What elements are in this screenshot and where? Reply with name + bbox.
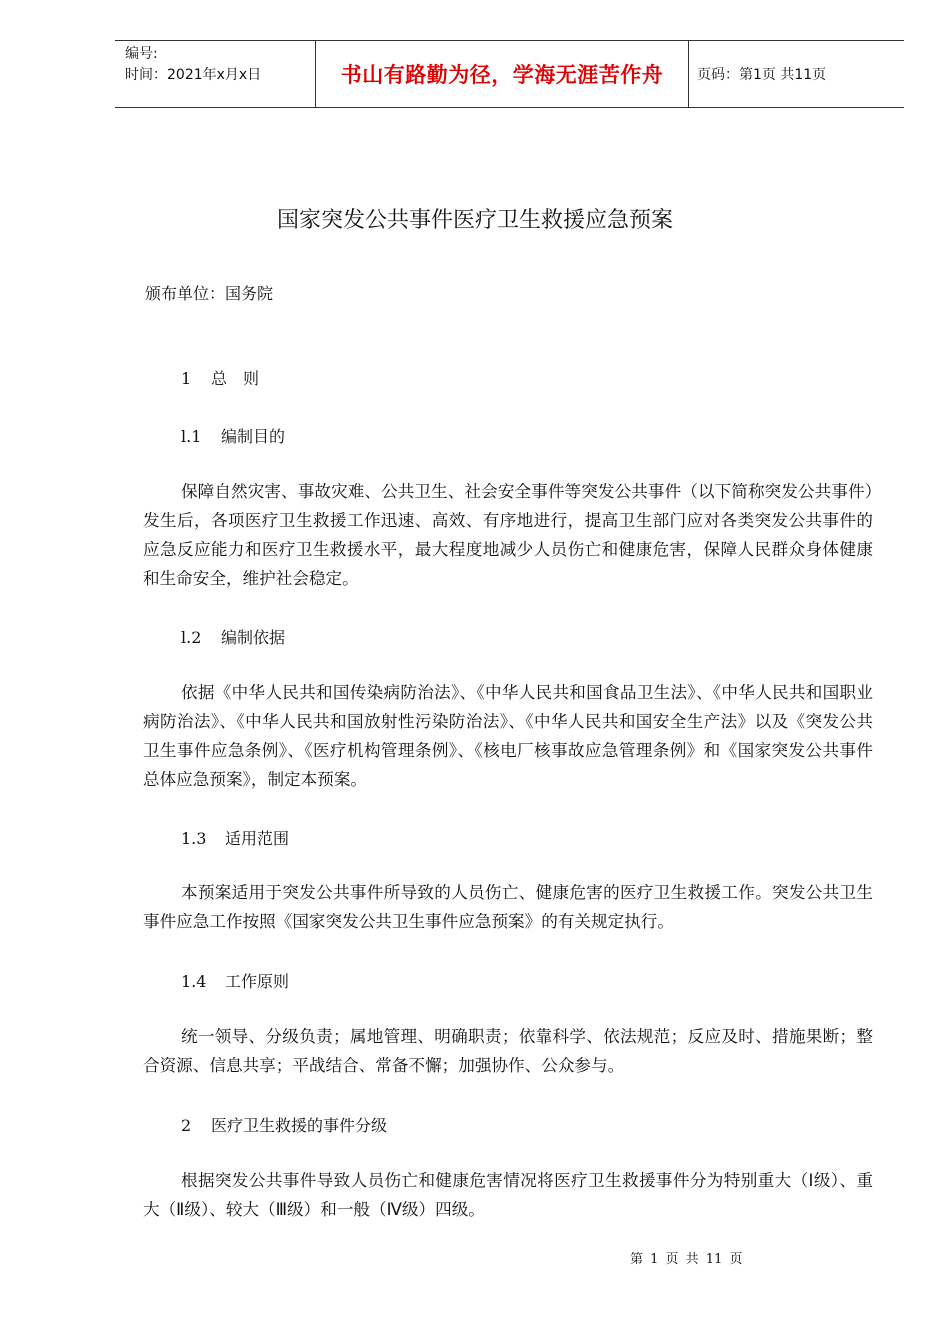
section-number: 1.4 [181, 972, 207, 991]
section-heading [181, 969, 289, 992]
header-time-label: 时间：2021年x月x日 [125, 67, 262, 83]
section-heading [181, 826, 289, 849]
section-title: 编制依据 [221, 628, 286, 647]
section-heading [181, 366, 259, 389]
paragraph: 依据《中华人民共和国传染病防治法》、《中华人民共和国食品卫生法》、《中华人民共和国职业病防治法》、《中华人民共和国放射性污染防治法》、《中华人民共和国安全生产法》以及《突发公共卫生事件应急条例》、《医疗机构管理条例》、《核电厂核事故应急管理条例》和《国家突发公共事件总体应急预案》，制定本预案。 [143, 683, 873, 789]
section-title: 工作原则 [225, 972, 290, 991]
section-title: 总 则 [211, 369, 260, 388]
page-footer: 第 1 页 共 11 页 [630, 1252, 743, 1267]
section-heading [181, 424, 285, 447]
section-heading [181, 1113, 387, 1136]
header-page-info: 页码：第1页 共11页 [697, 67, 827, 83]
header-motto: 书山有路勤为径，学海无涯苦作舟 [315, 41, 689, 107]
section-number: l.2 [181, 628, 202, 647]
header-number-label: 编号: [125, 46, 158, 62]
paragraph: 保障自然灾害、事故灾难、公共卫生、社会安全事件等突发公共事件（以下简称突发公共事件）发生后，各项医疗卫生救援工作迅速、高效、有序地进行，提高卫生部门应对各类突发公共事件的应急反应能力和医疗卫生救援水平，最大程度地减少人员伤亡和健康危害，保障人民群众身体健康和生命安全，维护社会稳定。 [143, 482, 873, 588]
section-number: 2 [181, 1116, 192, 1135]
section-heading [181, 625, 285, 648]
document-title: 国家突发公共事件医疗卫生救援应急预案 [276, 208, 673, 233]
page-header [115, 40, 904, 108]
section-title: 编制目的 [221, 427, 286, 446]
header-meta [115, 41, 315, 107]
section-title: 适用范围 [225, 829, 290, 848]
section-number: 1 [181, 369, 192, 388]
paragraph: 根据突发公共事件导致人员伤亡和健康危害情况将医疗卫生救援事件分为特别重大（Ⅰ级）、重大（Ⅱ级）、较大（Ⅲ级）和一般（Ⅳ级）四级。 [143, 1171, 873, 1219]
section-number: l.1 [181, 427, 202, 446]
document-issuer: 颁布单位：国务院 [145, 284, 274, 303]
paragraph: 本预案适用于突发公共事件所导致的人员伤亡、健康危害的医疗卫生救援工作。突发公共卫生事件应急工作按照《国家突发公共卫生事件应急预案》的有关规定执行。 [143, 883, 873, 931]
section-number: 1.3 [181, 829, 207, 848]
section-title: 医疗卫生救援的事件分级 [211, 1116, 388, 1135]
paragraph: 统一领导、分级负责；属地管理、明确职责；依靠科学、依法规范；反应及时、措施果断；整合资源、信息共享；平战结合、常备不懈；加强协作、公众参与。 [143, 1027, 873, 1075]
